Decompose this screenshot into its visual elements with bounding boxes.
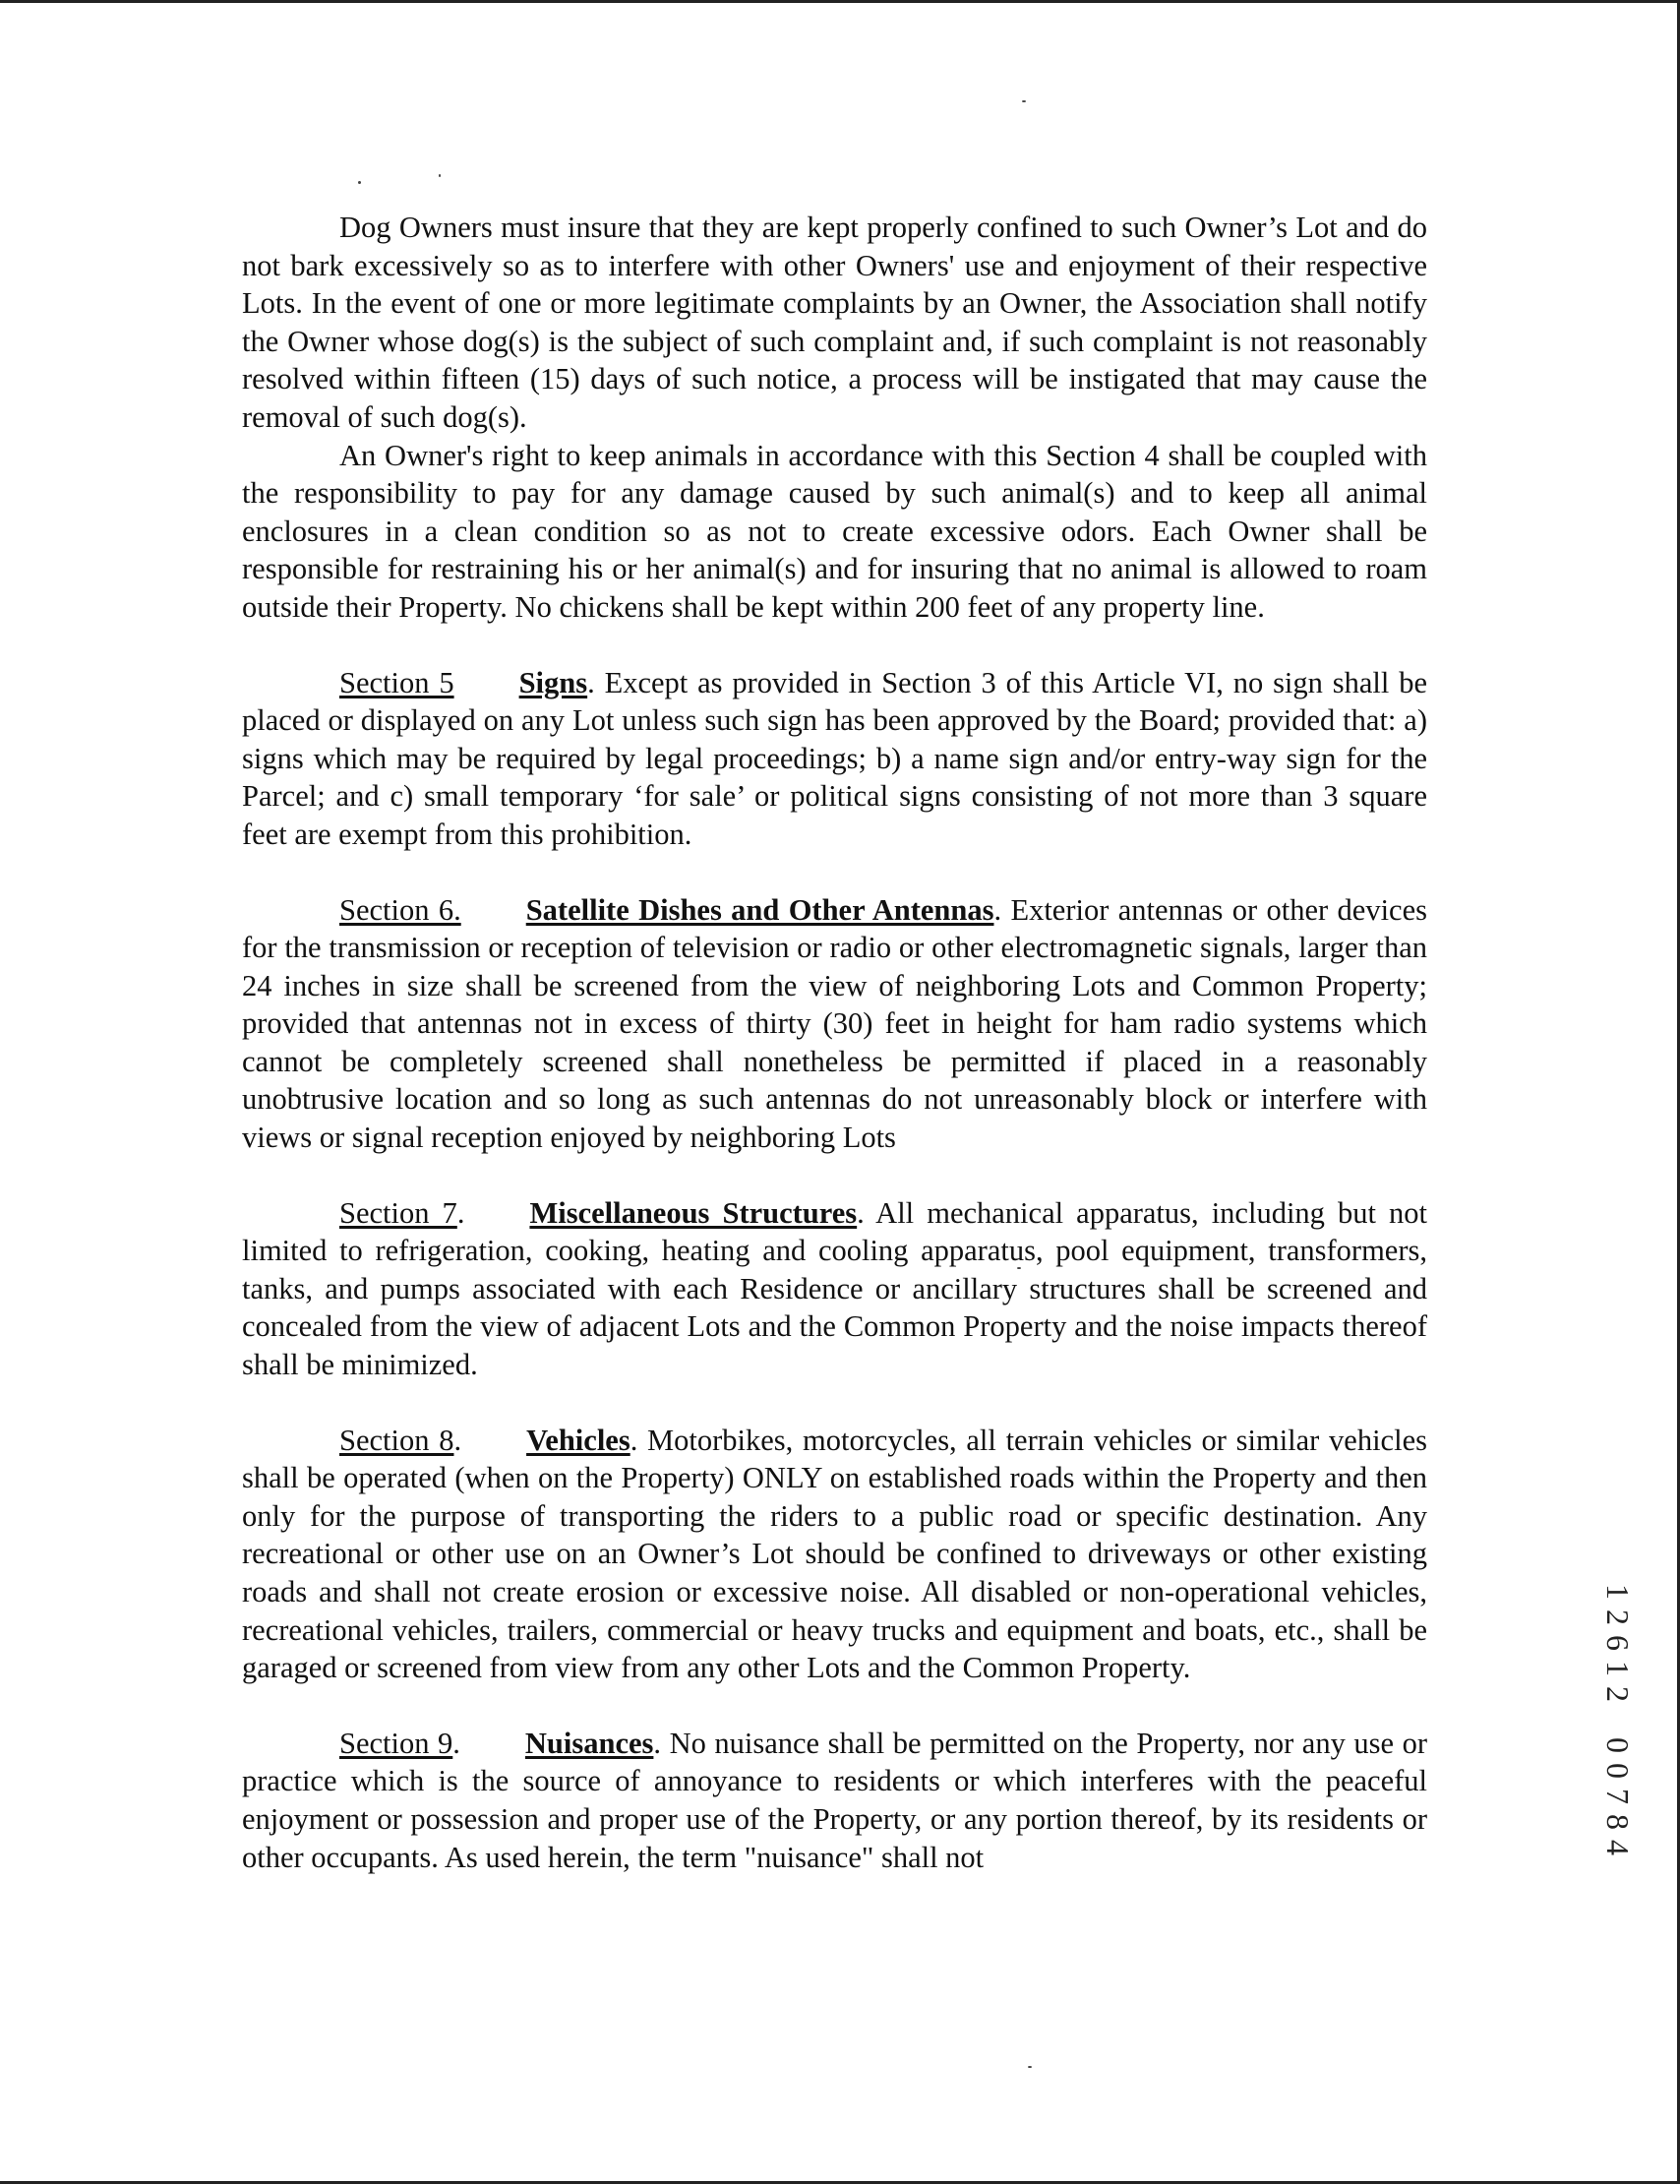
section-5 bbox=[242, 664, 1427, 854]
section-9 bbox=[242, 1725, 1427, 1876]
scan-speck bbox=[439, 174, 441, 177]
stamp-digit: 6 bbox=[1600, 1635, 1636, 1651]
section-title: Vehicles bbox=[526, 1423, 630, 1457]
section-body: . Except as provided in Section 3 of this Article VI, no sign shall be placed or displayed on any Lot unless such sign has been approved by the Board; provided that: a) signs which may be required by legal proceedings; b) a name sign and/or entry-way sign for the Parcel; and c) small temporary ‘for sale’ or political signs consisting of not more than 3 square feet are exempt from this prohibition. bbox=[242, 665, 1427, 851]
section-title: Miscellaneous Structures bbox=[529, 1195, 858, 1230]
scan-speck bbox=[1022, 100, 1026, 102]
section-number: Section 9 bbox=[339, 1726, 453, 1760]
stamp-digit: 1 bbox=[1600, 1584, 1636, 1600]
paragraph: Dog Owners must insure that they are kept properly confined to such Owner’s Lot and do not bark excessively so as to interfere with other Owners' use and enjoyment of their respective Lots. In the event of one or more legitimate complaints by an Owner, the Association shall notify the Owner whose dog(s) is the subject of such complaint and, if such complaint is not reasonably resolved within fifteen (15) days of such notice, a process will be instigated that may cause the removal of such dog(s). bbox=[242, 211, 1427, 434]
section-number-suffix: . bbox=[452, 1726, 460, 1760]
scan-speck bbox=[358, 181, 361, 184]
section-number: Section 6. bbox=[339, 892, 461, 927]
document-body bbox=[242, 209, 1427, 1876]
section-body: . All mechanical apparatus, including but not limited to refrigeration, cooking, heating and cooling apparatus, pool equipment, transformers, tanks, and pumps associated with each Residence or ancillary structures shall be screened and concealed from the view of adjacent Lots and the Common Property and the noise impacts thereof shall be minimized. bbox=[242, 1195, 1428, 1382]
spacer bbox=[242, 854, 1427, 891]
spacer bbox=[242, 1687, 1427, 1725]
section-title: Nuisances bbox=[524, 1726, 654, 1760]
stamp-digit: 1 bbox=[1600, 1661, 1636, 1676]
section-number: Section 5 bbox=[339, 665, 454, 699]
section-number-suffix: . bbox=[453, 1423, 462, 1457]
section-number: Section 8 bbox=[339, 1423, 454, 1457]
page-top-border bbox=[0, 0, 1680, 3]
spacer bbox=[242, 1384, 1427, 1422]
spacer bbox=[242, 1157, 1427, 1194]
section-number: Section 7 bbox=[339, 1195, 457, 1230]
section-body: . No nuisance shall be permitted on the Property, nor any use or practice which is the source of annoyance to residents or which interferes with the peaceful enjoyment or possession and proper use of the Property, or any portion thereof, by its residents or other occupants. As used herein, the term "nuisance" shall not bbox=[242, 1726, 1427, 1874]
section-title: Signs bbox=[518, 665, 588, 699]
stamp-digit: 0 bbox=[1600, 1737, 1636, 1753]
stamp-digit: 2 bbox=[1600, 1686, 1636, 1702]
section-7 bbox=[242, 1194, 1427, 1384]
stamp-digit: 8 bbox=[1600, 1814, 1636, 1830]
section-title: Satellite Dishes and Other Antennas bbox=[525, 892, 994, 927]
stamp-digit: 0 bbox=[1600, 1763, 1636, 1779]
section-body: . Motorbikes, motorcycles, all terrain vehicles or similar vehicles shall be operated (when on the Property) ONLY on established roads within the Property and then only for the purpose of transporting the riders to a public road or specific destination. Any recreational or other use on an Owner’s Lot should be confined to driveways or other existing roads and shall not create erosion or excessive noise. All disabled or non-operational vehicles, recreational vehicles, trailers, commercial or heavy trucks and equipment and boats, etc., shall be garaged or screened from view from any other Lots and the Common Property. bbox=[242, 1423, 1427, 1685]
stamp-digit: 7 bbox=[1600, 1789, 1636, 1804]
paragraph: An Owner's right to keep animals in accordance with this Section 4 shall be coupled with the responsibility to pay for any damage caused by such animal(s) and to keep all animal enclosures in a clean condition so as not to create excessive odors. Each Owner shall be responsible for restraining his or her animal(s) and for insuring that no animal is allowed to roam outside their Property. No chickens shall be kept within 200 feet of any property line. bbox=[242, 438, 1427, 624]
spacer bbox=[242, 627, 1427, 664]
stamp-digit: 4 bbox=[1600, 1840, 1636, 1855]
scan-speck bbox=[1028, 2066, 1032, 2068]
section-6 bbox=[242, 891, 1427, 1157]
stamp-digit: 2 bbox=[1600, 1609, 1636, 1625]
section-number-suffix: . bbox=[456, 1195, 465, 1230]
section-8 bbox=[242, 1422, 1427, 1687]
recording-number-stamp bbox=[1598, 1579, 1638, 1860]
section-body: . Exterior antennas or other devices for the transmission or reception of television or radio or other electromagnetic signals, larger than 24 inches in size shall be screened from the view of neighboring Lots and Common Property; provided that antennas not in excess of thirty (30) feet in height for ham radio systems which cannot be completely screened shall nonetheless be permitted if placed in a reasonably unobtrusive location and so long as such antennas do not unreasonably block or interfere with views or signal reception enjoyed by neighboring Lots bbox=[242, 892, 1427, 1155]
